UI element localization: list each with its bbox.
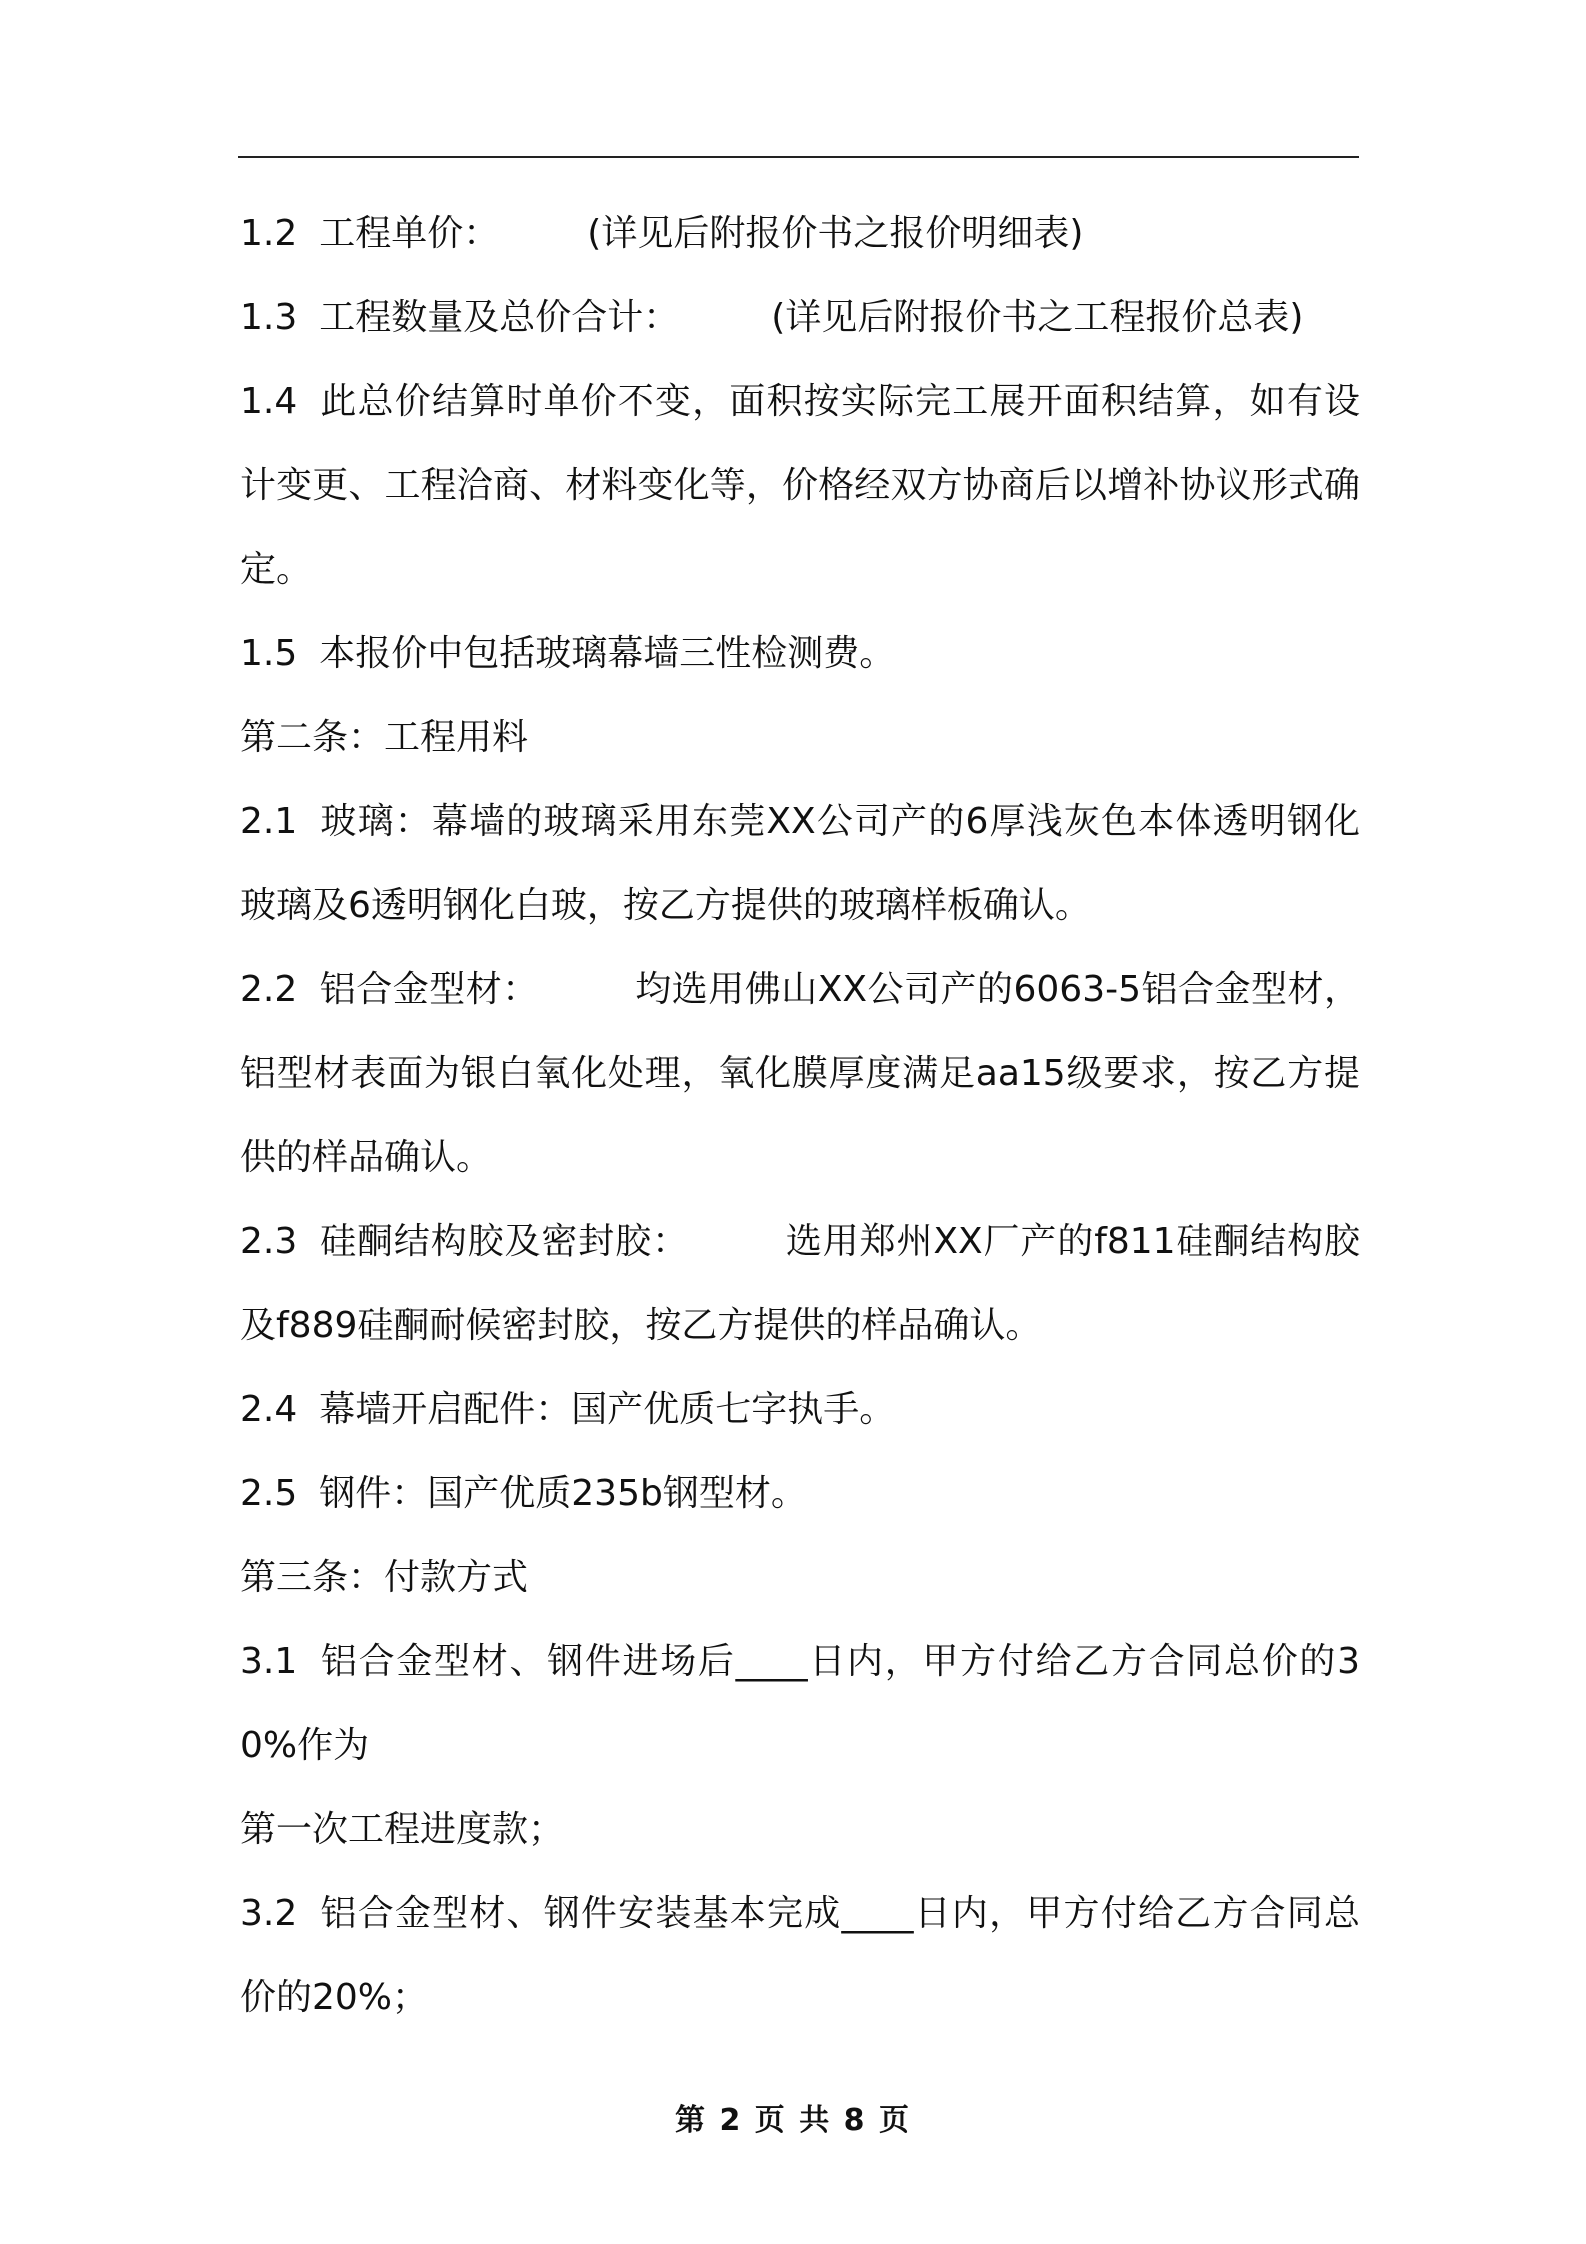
clause-2-2 bbox=[240, 948, 1360, 1200]
page-number-footer: 第 2 页 共 8 页 bbox=[675, 2103, 911, 2138]
clause-number: 1.4 bbox=[240, 381, 298, 422]
clause-text: 本报价中包括玻璃幕墙三性检测费。 bbox=[319, 633, 896, 674]
clause-2-4 bbox=[240, 1368, 1360, 1452]
clause-number: 2.2 bbox=[240, 969, 298, 1010]
clause-2-3 bbox=[240, 1200, 1360, 1368]
section-heading-text: 第二条：工程用料 bbox=[240, 717, 529, 758]
clause-number: 3.2 bbox=[240, 1893, 298, 1934]
clause-extra: (详见后附报价书之报价明细表) bbox=[587, 213, 1084, 254]
clause-1-3 bbox=[240, 276, 1360, 360]
section-heading-text: 第三条：付款方式 bbox=[240, 1557, 529, 1598]
clause-1-4 bbox=[240, 360, 1360, 612]
section-heading-2 bbox=[240, 696, 1360, 780]
clause-3-1-continued bbox=[240, 1788, 1360, 1872]
clause-number: 2.5 bbox=[240, 1473, 298, 1514]
clause-1-2 bbox=[240, 192, 1360, 276]
clause-text: 铝合金型材、钢件安装基本完成____日内，甲方付给乙方合同总价的20%； bbox=[240, 1893, 1360, 2018]
clause-number: 2.1 bbox=[240, 801, 298, 842]
clause-1-5 bbox=[240, 612, 1360, 696]
clause-number: 1.3 bbox=[240, 297, 298, 338]
clause-text: 幕墙开启配件：国产优质七字执手。 bbox=[319, 1389, 896, 1430]
header-divider bbox=[238, 156, 1359, 158]
clause-text: 工程数量及总价合计： bbox=[319, 297, 680, 338]
clause-text: 工程单价： bbox=[319, 213, 500, 254]
clause-text: 第一次工程进度款； bbox=[240, 1809, 565, 1850]
clause-number: 1.2 bbox=[240, 213, 298, 254]
clause-3-2 bbox=[240, 1872, 1360, 2040]
clause-text: 铝合金型材： bbox=[319, 969, 539, 1010]
document-body bbox=[240, 192, 1360, 2040]
clause-number: 2.3 bbox=[240, 1221, 298, 1262]
clause-text: 硅酮结构胶及密封胶： bbox=[319, 1221, 689, 1262]
section-heading-3 bbox=[240, 1536, 1360, 1620]
clause-number: 3.1 bbox=[240, 1641, 298, 1682]
clause-text: 铝合金型材、钢件进场后____日内，甲方付给乙方合同总价的30%作为 bbox=[240, 1641, 1360, 1766]
clause-extra: (详见后附报价书之工程报价总表) bbox=[771, 297, 1304, 338]
clause-text: 玻璃：幕墙的玻璃采用东莞XX公司产的6厚浅灰色本体透明钢化玻璃及6透明钢化白玻，按乙方提供的玻璃样板确认。 bbox=[240, 801, 1360, 926]
clause-extra: 均选用佛山XX公司产的6063-5铝合金型材，铝型材表面为银白氧化处理，氧化膜厚度满足aa15级要求，按乙方提供的样品确认。 bbox=[240, 969, 1360, 1178]
clause-number: 1.5 bbox=[240, 633, 298, 674]
clause-text: 钢件：国产优质235b钢型材。 bbox=[319, 1473, 807, 1514]
clause-number: 2.4 bbox=[240, 1389, 298, 1430]
clause-2-1 bbox=[240, 780, 1360, 948]
clause-2-5 bbox=[240, 1452, 1360, 1536]
clause-text: 此总价结算时单价不变，面积按实际完工展开面积结算，如有设计变更、工程洽商、材料变化等，价格经双方协商后以增补协议形式确定。 bbox=[240, 381, 1360, 590]
clause-3-1 bbox=[240, 1620, 1360, 1788]
clause-extra: 选用郑州XX厂产的f811硅酮结构胶及f889硅酮耐候密封胶，按乙方提供的样品确认。 bbox=[240, 1221, 1360, 1346]
